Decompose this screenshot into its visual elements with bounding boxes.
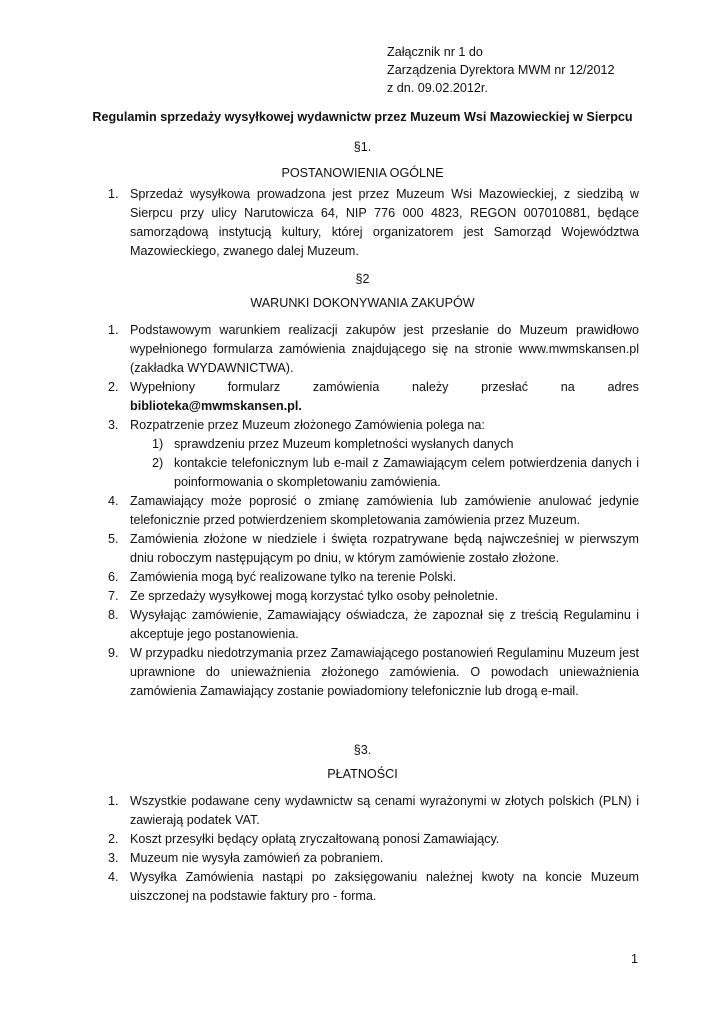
item-word: formularz — [227, 380, 281, 394]
item-number: 5. — [108, 532, 119, 546]
list-item — [108, 185, 639, 261]
item-text: Wszystkie podawane ceny wydawnictw są cenami wyrażonymi w złotych polskich (PLN) i zawierają podatek VAT. — [130, 794, 639, 827]
section-3-number: §3. — [353, 743, 372, 757]
section-3-heading: PŁATNOŚCI — [327, 767, 398, 781]
section-2-heading: WARUNKI DOKONYWANIA ZAKUPÓW — [250, 296, 475, 310]
item-text: Zamówienia złożone w niedziele i święta rozpatrywane będą najwcześniej w pierwszym dniu roboczym następującym po dniu, w którym zamówienie zostało złożone. — [130, 532, 639, 565]
item-text: Wysyłka Zamówienia nastąpi po zaksięgowaniu należnej kwoty na koncie Muzeum uiszczonej na podstawie faktury pro - forma. — [130, 870, 639, 903]
email-address[interactable]: biblioteka@mwmskansen.pl — [130, 399, 299, 413]
item-word: Wypełniony — [130, 380, 195, 394]
sub-item-number: 1) — [152, 437, 164, 451]
item-number: 1. — [108, 794, 119, 808]
item-text: Rozpatrzenie przez Muzeum złożonego Zamówienia polega na: — [130, 418, 485, 432]
item-number: 7. — [108, 589, 119, 603]
item-text — [130, 378, 639, 397]
item-number: 4. — [108, 870, 119, 884]
item-text: Muzeum nie wysyła zamówień za pobraniem. — [130, 851, 384, 865]
item-word: zamówienia — [312, 380, 380, 394]
section-1-list — [108, 185, 639, 261]
item-number: 2. — [108, 380, 119, 394]
section-2-list — [108, 321, 639, 701]
item-word: na — [560, 380, 575, 394]
item-number: 3. — [108, 418, 119, 432]
section-1-heading: POSTANOWIENIA OGÓLNE — [281, 166, 444, 180]
item-text: Podstawowym warunkiem realizacji zakupów jest przesłanie do Muzeum prawidłowo wypełnionego formularza zamówienia znajdującego się na stronie www.mwmskansen.pl (zakładka WYDAWNICTWA). — [130, 323, 639, 375]
item-number: 6. — [108, 570, 119, 584]
list-item — [108, 492, 639, 530]
list-item — [108, 378, 639, 416]
item-text: Wysyłając zamówienie, Zamawiający oświadcza, że zapoznał się z treścią Regulaminu i akceptuje jego postanowienia. — [130, 608, 639, 641]
list-item — [108, 644, 639, 701]
sub-item-text: sprawdzeniu przez Muzeum kompletności wysłanych danych — [174, 437, 514, 451]
list-item — [108, 606, 639, 644]
email-period: . — [298, 399, 302, 413]
section-2-number: §2 — [355, 272, 370, 286]
item-word: adres — [607, 380, 639, 394]
page-number: 1 — [631, 952, 639, 966]
list-item — [108, 849, 639, 868]
annex-line-2: Zarządzenia Dyrektora MWM nr 12/2012 — [387, 63, 615, 77]
sub-item-number: 2) — [152, 456, 164, 470]
item-number: 4. — [108, 494, 119, 508]
list-item — [108, 587, 639, 606]
list-item — [108, 792, 639, 830]
item-number: 9. — [108, 646, 119, 660]
item-text: Sprzedaż wysyłkowa prowadzona jest przez Muzeum Wsi Mazowieckiej, z siedzibą w Sierpcu przy ulicy Narutowicza 64, NIP 776 000 4823, REGON 007010881, będące samorządową instytucją kultury, której organizatorem jest Samorząd Województwa Mazowieckiego, zwanego dalej Muzeum. — [130, 187, 639, 258]
item-number: 2. — [108, 832, 119, 846]
item-text: Zamówienia mogą być realizowane tylko na terenie Polski. — [130, 570, 457, 584]
item-text: Ze sprzedaży wysyłkowej mogą korzystać tylko osoby pełnoletnie. — [130, 589, 499, 603]
list-item — [108, 830, 639, 849]
item-text: W przypadku niedotrzymania przez Zamawiającego postanowień Regulaminu Muzeum jest uprawnione do unieważnienia złożonego zamówienia. O powodach unieważnienia zamówienia Zamawiający zostanie powiadomiony telefonicznie lub drogą e-mail. — [130, 646, 639, 698]
item-number: 3. — [108, 851, 119, 865]
section-1-number: §1. — [353, 140, 372, 154]
sub-list-item — [152, 435, 639, 454]
sub-item-text: kontakcie telefonicznym lub e-mail z Zamawiającym celem potwierdzenia danych i poinformowania o skompletowaniu zamówienia. — [174, 456, 639, 489]
item-text: Zamawiający może poprosić o zmianę zamówienia lub zamówienie anulować jedynie telefonicznie przed potwierdzeniem skompletowania zamówienia przez Muzeum. — [130, 494, 639, 527]
item-number: 1. — [108, 187, 119, 201]
annex-line-3: z dn. 09.02.2012r. — [387, 81, 488, 95]
item-number: 1. — [108, 323, 119, 337]
item-word: należy — [412, 380, 449, 394]
list-item — [108, 530, 639, 568]
list-item — [108, 321, 639, 378]
sub-list-item — [152, 454, 639, 492]
list-item — [108, 868, 639, 906]
list-item — [108, 416, 639, 492]
annex-note — [387, 43, 614, 97]
item-word: przesłać — [481, 380, 529, 394]
item-text: Koszt przesyłki będący opłatą zryczałtowaną ponosi Zamawiający. — [130, 832, 500, 846]
section-3-list — [108, 792, 639, 906]
annex-line-1: Załącznik nr 1 do — [387, 45, 483, 59]
list-item — [108, 568, 639, 587]
item-number: 8. — [108, 608, 119, 622]
document-title: Regulamin sprzedaży wysyłkowej wydawnictw przez Muzeum Wsi Mazowieckiej w Sierpcu — [92, 110, 633, 124]
sub-list — [130, 435, 639, 492]
